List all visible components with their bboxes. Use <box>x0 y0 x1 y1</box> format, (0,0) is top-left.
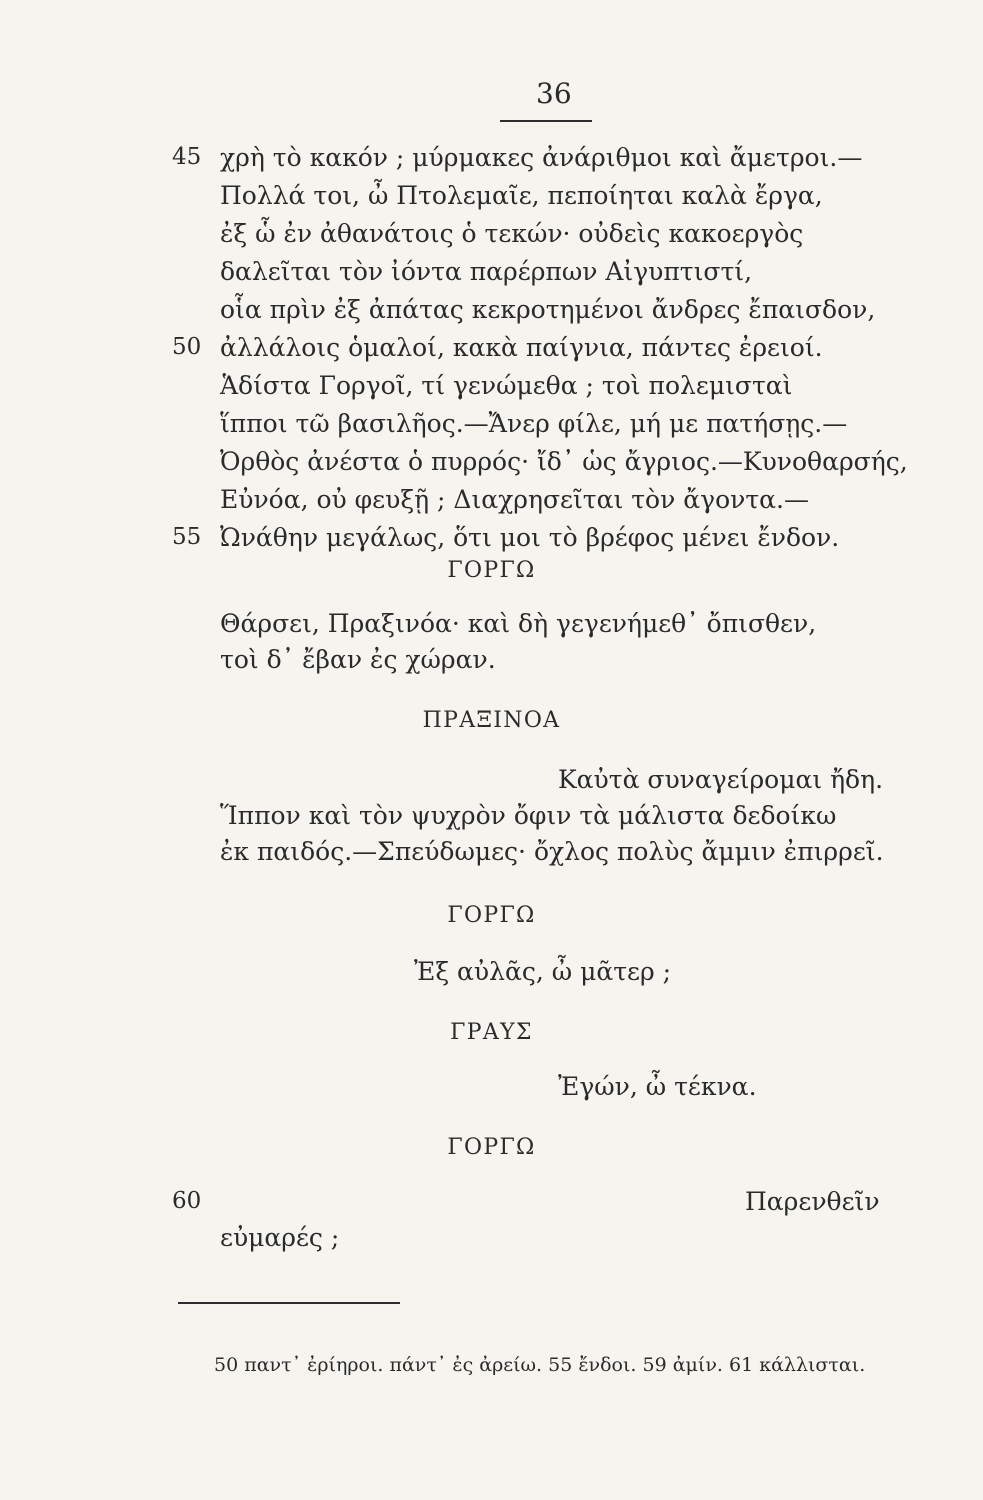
verse-text: δαλεῖται τὸν ἰόντα παρέρπων Αἰγυπτιστί, <box>220 257 753 286</box>
verse-line <box>0 366 983 404</box>
verse-text: Ὠνάθην μεγάλως, ὅτι μοι τὸ βρέφος μένει ἔνδον. <box>220 523 840 552</box>
verse-text: ἀλλάλοις ὁμαλοί, κακὰ παίγνια, πάντες ἐρειοί. <box>220 333 823 362</box>
verse-text: Παρενθεῖν <box>745 1187 880 1216</box>
verse-line <box>0 442 983 480</box>
speaker-name-gorgo: ΓΟΡΓΩ <box>447 558 536 583</box>
page-number-rule <box>500 120 592 122</box>
verse-text: Ἐγών, ὦ τέκνα. <box>558 1072 757 1101</box>
verse-line <box>0 480 983 518</box>
verse-line <box>0 252 983 290</box>
speaker-name-praxinoa: ΠΡΑΞΙΝΟΑ <box>422 708 561 733</box>
verse-text: Ἁδίστα Γοργοῖ, τί γενώμεθα ; τοὶ πολεμισταὶ <box>220 371 793 400</box>
footnote-text: 50 παντ᾽ ἐρίηροι. πάντ᾽ ἐς ἀρείω. 55 ἔνδοι. 59 ἀμίν. 61 κάλλισται. <box>214 1354 866 1376</box>
speaker-name-gorgo: ΓΟΡΓΩ <box>447 903 536 928</box>
speaker-name-graus: ΓΡΑΥΣ <box>450 1020 533 1045</box>
verse-line <box>0 328 983 366</box>
verse-line <box>0 290 983 328</box>
verse-text: ἐκ παιδός.—Σπεύδωμες· ὄχλος πολὺς ἄμμιν ἐπιρρεῖ. <box>220 837 884 866</box>
verse-text: Ὀρθὸς ἀνέστα ὁ πυρρός· ἴδ᾽ ὡς ἄγριος.—Κυνοθαρσής, <box>220 447 908 476</box>
verse-text: χρὴ τὸ κακόν ; μύρμακες ἀνάριθμοι καὶ ἄμετροι.— <box>220 143 863 172</box>
verse-text: τοὶ δ᾽ ἔβαν ἐς χώραν. <box>220 645 496 674</box>
page-number: 36 <box>536 77 572 110</box>
line-number: 50 <box>172 334 202 360</box>
line-number: 55 <box>172 524 202 550</box>
verse-line <box>0 404 983 442</box>
verse-text: Θάρσει, Πραξινόα· καὶ δὴ γεγενήμεθ᾽ ὄπισθεν, <box>220 609 817 638</box>
speaker-name-gorgo: ΓΟΡΓΩ <box>447 1135 536 1160</box>
verse-text: Ἐξ αὐλᾶς, ὦ μᾶτερ ; <box>414 957 672 986</box>
verse-text: Εὐνόα, οὐ φευξῇ ; Διαχρησεῖται τὸν ἄγοντα.— <box>220 485 809 514</box>
verse-text: εὐμαρές ; <box>220 1223 340 1252</box>
footnote-rule <box>178 1302 400 1304</box>
verse-line <box>0 214 983 252</box>
verse-text: Πολλά τοι, ὦ Πτολεμαῖε, πεποίηται καλὰ ἔργα, <box>220 181 823 210</box>
verse-line <box>0 176 983 214</box>
verse-block <box>0 138 983 556</box>
line-number: 60 <box>172 1188 202 1214</box>
verse-line <box>0 138 983 176</box>
verse-text: Ἵππον καὶ τὸν ψυχρὸν ὄφιν τὰ μάλιστα δεδοίκω <box>220 801 837 830</box>
line-number: 45 <box>172 144 202 170</box>
verse-line <box>0 518 983 556</box>
verse-text: ἐξ ὧ ἐν ἀθανάτοις ὁ τεκών· οὐδεὶς κακοεργὸς <box>220 219 804 248</box>
verse-text: Καὐτὰ συναγείρομαι ἤδη. <box>558 765 884 794</box>
verse-text: οἷα πρὶν ἐξ ἀπάτας κεκροτημένοι ἄνδρες ἔπαισδον, <box>220 295 876 324</box>
verse-text: ἵπποι τῶ βασιλῆος.—Ἄνερ φίλε, μή με πατήσῃς.— <box>220 409 848 438</box>
